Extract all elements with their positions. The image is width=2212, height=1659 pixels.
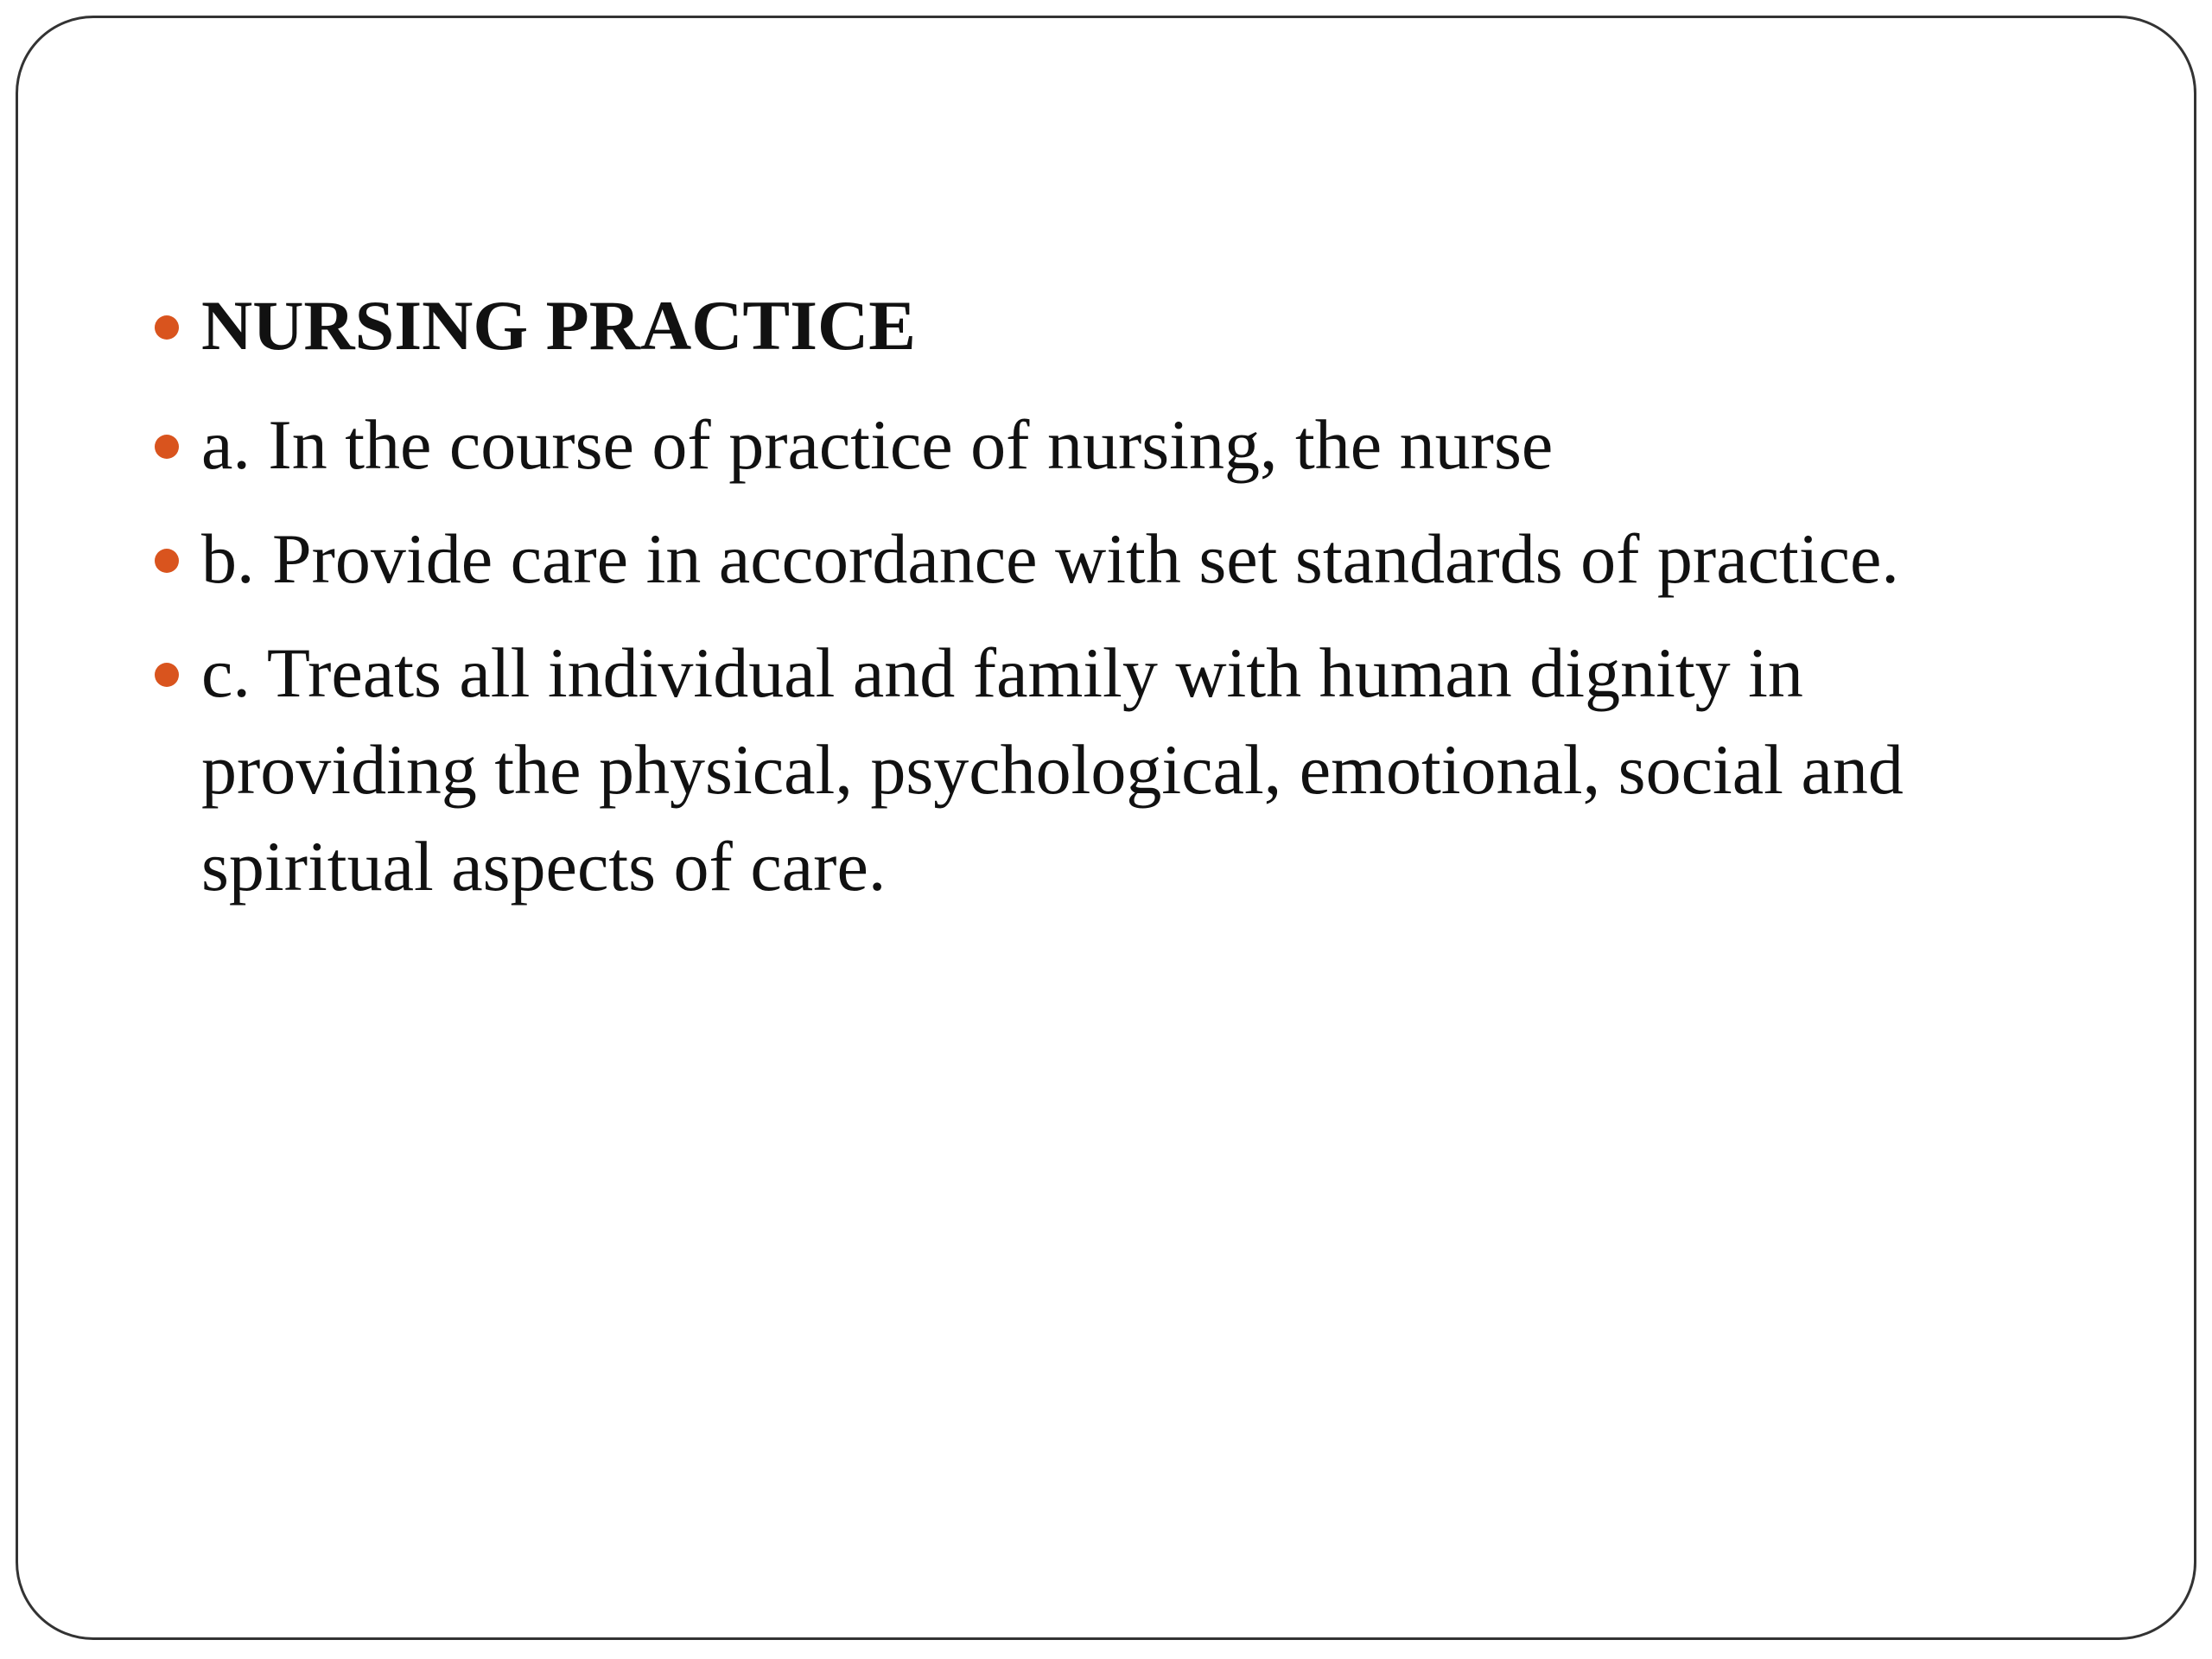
bullet-text: b. Provide care in accordance with set standards of practice.: [201, 519, 1899, 598]
bullet-text: a. In the course of practice of nursing, the nurse: [201, 405, 1554, 484]
bullet-text: c. Treats all individual and family with human dignity in providing the physical, psychological, emotional, social and spiritual aspects of care.: [201, 633, 1904, 906]
bullet-dot-icon: [155, 435, 179, 459]
bullet-item-a: [18, 397, 2194, 493]
bullet-item-c: [18, 625, 2194, 915]
bullet-dot-icon: [155, 663, 179, 687]
bullet-dot-icon: [155, 315, 179, 340]
slide-frame: [16, 16, 2196, 1640]
bullet-item-b: [18, 511, 2194, 607]
bullet-text: NURSING PRACTICE: [201, 286, 916, 365]
bullet-list: [18, 277, 2194, 932]
bullet-dot-icon: [155, 549, 179, 573]
bullet-item-heading: [18, 277, 2194, 374]
